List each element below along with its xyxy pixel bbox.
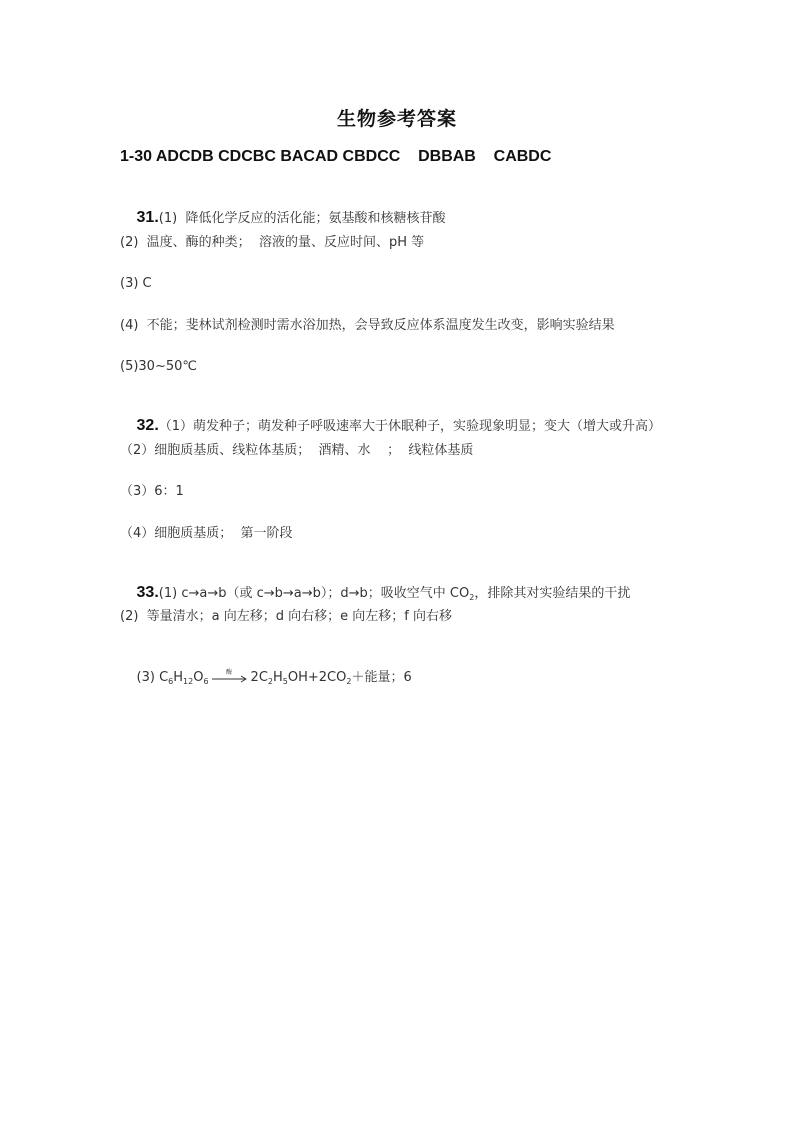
eq-sub: 6	[168, 677, 174, 686]
q31-part1-text: (1) 降低化学反应的活化能；氨基酸和核糖核苷酸	[158, 211, 446, 226]
eq-ethanol-h: H	[273, 670, 283, 685]
eq-sub: 2	[267, 677, 273, 686]
q31-part4: (4) 不能；斐林试剂检测时需水浴加热，会导致反应体系温度发生改变，影响实验结果	[120, 318, 615, 333]
q33-part3-label: (3)	[136, 670, 160, 685]
eq-sub: 2	[346, 677, 352, 686]
q32-number: 32.	[136, 417, 159, 434]
eq-tail: ＋能量；6	[351, 670, 412, 685]
q32-part3: （3）6：1	[120, 484, 184, 499]
reaction-arrow	[211, 668, 249, 684]
eq-glucose-h: H	[173, 670, 184, 685]
q31-part3: (3) C	[120, 276, 152, 291]
q33-part1-text-a: (1) c→a→b（或 c→b→a→b）；d→b；吸收空气中 CO	[158, 586, 470, 601]
q33-part1-text-b: ，排除其对实验结果的干扰	[474, 586, 631, 601]
q32-part1-text: （1）萌发种子；萌发种子呼吸速率大于休眠种子，实验现象明显；变大（增大或升高）	[158, 419, 662, 434]
eq-sub: 6	[203, 677, 209, 686]
eq-glucose-c: C	[159, 670, 169, 685]
page-title: 生物参考答案	[336, 108, 457, 130]
q32-part2: （2）细胞质基质、线粒体基质； 酒精、水 ； 线粒体基质	[120, 443, 474, 458]
enzyme-label: 酶	[225, 668, 232, 676]
q31-part5: (5)30~50℃	[120, 359, 197, 374]
q33-number: 33.	[136, 584, 159, 601]
q33-part2: (2) 等量清水；a 向左移；d 向右移；e 向左移；f 向右移	[120, 609, 453, 624]
q32-part4: （4）细胞质基质； 第一阶段	[120, 526, 293, 541]
eq-sub: 12	[183, 677, 194, 686]
co2-subscript: 2	[469, 593, 475, 602]
eq-ethanol-c: 2C	[250, 670, 268, 685]
eq-ethanol-oh-co2: OH+2CO	[287, 670, 347, 685]
eq-sub: 5	[282, 677, 288, 686]
q31-number: 31.	[136, 209, 159, 226]
eq-glucose-o: O	[193, 670, 204, 685]
q31-part2: (2) 温度、酶的种类； 溶液的量、反应时间、pH 等	[120, 235, 425, 250]
q33-part3-equation	[120, 651, 412, 705]
multiple-choice-answers: 1-30 ADCDB CDCBC BACAD CBDCC DBBAB CABDC	[120, 148, 552, 165]
